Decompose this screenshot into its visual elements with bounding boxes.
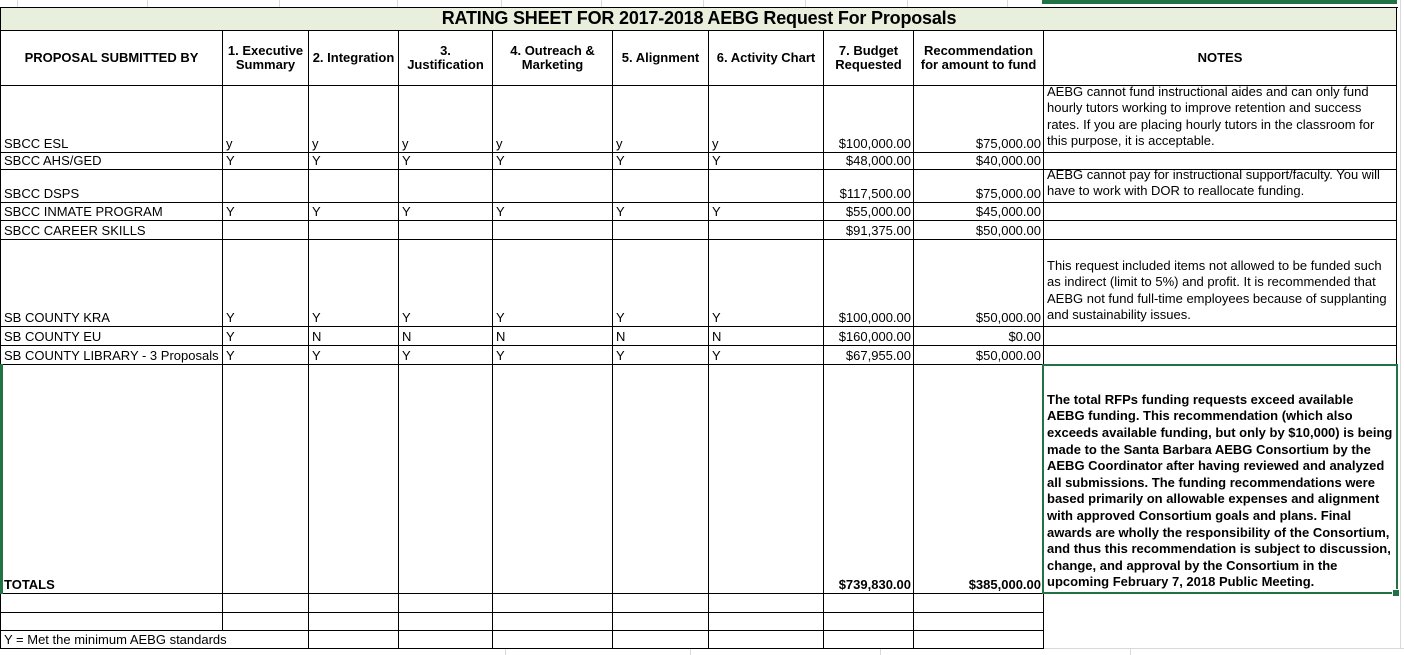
cell[interactable]	[709, 613, 824, 631]
cell-recommendation[interactable]: $50,000.00	[914, 240, 1044, 327]
cell-rating[interactable]	[709, 365, 824, 594]
cell-rating[interactable]	[493, 170, 613, 203]
cell[interactable]	[914, 613, 1044, 631]
cell-proposal-name[interactable]: SBCC CAREER SKILLS	[1, 221, 223, 240]
cell-rating[interactable]: Y	[709, 346, 824, 365]
table-row-sb-county-kra	[1, 240, 1398, 327]
cell[interactable]	[1, 613, 223, 631]
cell-rating[interactable]	[709, 170, 824, 203]
header-justification[interactable]: 3. Justification	[399, 31, 493, 86]
cell[interactable]	[613, 631, 709, 649]
cell[interactable]	[613, 613, 709, 631]
gridline	[505, 648, 506, 655]
gridline	[17, 0, 18, 7]
cell-budget[interactable]: $91,375.00	[824, 221, 914, 240]
cell[interactable]	[914, 631, 1044, 649]
cell-proposal-name[interactable]: SB COUNTY KRA	[1, 240, 223, 327]
cell-rating[interactable]	[709, 221, 824, 240]
cell[interactable]	[824, 613, 914, 631]
cell[interactable]	[309, 613, 399, 631]
selection-fill-handle[interactable]	[1392, 589, 1400, 597]
cell-note[interactable]: This request included items not allowed to be funded such as indirect (limit to 5%) and profit. It is recommended that AEBG not fund full-time employees because of supplanting and sustainability issues.	[1044, 240, 1397, 327]
cell[interactable]	[399, 631, 493, 649]
cell-note[interactable]	[1044, 327, 1397, 346]
cell-rating[interactable]	[309, 365, 399, 594]
gridline	[147, 0, 148, 7]
cell-rating[interactable]: Y	[613, 153, 709, 170]
cell-recommendation[interactable]: $45,000.00	[914, 203, 1044, 221]
legend-row	[1, 631, 1398, 649]
cell-rating[interactable]: Y	[493, 346, 613, 365]
empty-row	[1, 613, 1398, 631]
cell-rating[interactable]	[223, 365, 309, 594]
gridline	[397, 0, 398, 7]
cell-rating[interactable]: y	[493, 86, 613, 153]
cell-rating[interactable]: Y	[613, 240, 709, 327]
header-budget-requested[interactable]: 7. Budget Requested	[824, 31, 914, 86]
cell-rating[interactable]: y	[399, 86, 493, 153]
cell[interactable]	[309, 594, 399, 613]
cell-rating[interactable]: Y	[309, 153, 399, 170]
gridline	[880, 648, 881, 655]
cell[interactable]	[493, 613, 613, 631]
totals-recommendation-cell[interactable]: $385,000.00	[914, 365, 1044, 594]
cell-note[interactable]	[1044, 346, 1397, 365]
gridline	[805, 0, 806, 7]
cell-rating[interactable]: Y	[493, 153, 613, 170]
title-row	[1, 8, 1398, 31]
table-row-sb-county-eu	[1, 327, 1398, 346]
cell-rating[interactable]: Y	[223, 240, 309, 327]
cell-rating[interactable]: y	[613, 86, 709, 153]
table-row-sbcc-ahs-ged	[1, 153, 1398, 170]
totals-budget-cell[interactable]: $739,830.00	[824, 365, 914, 594]
table-row-sbcc-career-skills	[1, 221, 1398, 240]
header-executive-summary[interactable]: 1. Executive Summary	[223, 31, 309, 86]
cell-recommendation[interactable]: $75,000.00	[914, 86, 1044, 153]
cell-rating[interactable]: N	[493, 327, 613, 346]
cell[interactable]	[493, 631, 613, 649]
gridline	[690, 648, 691, 655]
cell-proposal-name[interactable]: SBCC ESL	[1, 86, 223, 153]
cell[interactable]	[613, 594, 709, 613]
cell[interactable]	[223, 594, 309, 613]
cell[interactable]	[493, 594, 613, 613]
cell-rating[interactable]	[399, 170, 493, 203]
cell-rating[interactable]	[223, 221, 309, 240]
cell-rating[interactable]: Y	[223, 346, 309, 365]
gridline	[703, 0, 704, 7]
selection-box	[1042, 364, 1398, 594]
cell-rating[interactable]: Y	[309, 203, 399, 221]
header-outreach-marketing[interactable]: 4. Outreach & Marketing	[493, 31, 613, 86]
cell-rating[interactable]: N	[309, 327, 399, 346]
header-integration[interactable]: 2. Integration	[309, 31, 399, 86]
cell-rating[interactable]: N	[399, 327, 493, 346]
gridline	[1130, 648, 1131, 655]
cell-rating[interactable]	[399, 221, 493, 240]
sheet-title-cell[interactable]: RATING SHEET FOR 2017-2018 AEBG Request For Proposals	[1, 8, 1397, 31]
cell-rating[interactable]	[309, 170, 399, 203]
cell-rating[interactable]	[309, 221, 399, 240]
cell-rating[interactable]: y	[309, 86, 399, 153]
cell-rating[interactable]: Y	[399, 153, 493, 170]
cell-rating[interactable]: Y	[613, 203, 709, 221]
table-row-sbcc-inmate	[1, 203, 1398, 221]
cell-rating[interactable]: Y	[399, 240, 493, 327]
cell[interactable]	[309, 631, 399, 649]
gridline	[1007, 0, 1008, 7]
cell-proposal-name[interactable]: SB COUNTY LIBRARY - 3 Proposals	[1, 346, 223, 365]
cell-recommendation[interactable]: $50,000.00	[914, 221, 1044, 240]
empty-row	[1, 594, 1398, 613]
header-proposal[interactable]: PROPOSAL SUBMITTED BY	[1, 31, 223, 86]
cell[interactable]	[709, 631, 824, 649]
legend-cell[interactable]: Y = Met the minimum AEBG standards	[1, 631, 309, 649]
cell-recommendation[interactable]: $40,000.00	[914, 153, 1044, 170]
cell-rating[interactable]	[493, 365, 613, 594]
cell-recommendation[interactable]: $75,000.00	[914, 170, 1044, 203]
cell-rating[interactable]	[399, 365, 493, 594]
gridline	[601, 0, 602, 7]
cell-rating[interactable]: Y	[493, 203, 613, 221]
cell-rating[interactable]: Y	[709, 203, 824, 221]
cell-budget[interactable]: $117,500.00	[824, 170, 914, 203]
cell-rating[interactable]: Y	[309, 240, 399, 327]
totals-note-cell[interactable]: The total RFPs funding requests exceed available AEBG funding. This recommendation (which also exceeds available funding, but only by $10,000) is being made to the Santa Barbara AEBG Consortium by the AEBG Coordinator after having reviewed and analyzed all submissions. The funding recommendations were based primarily on allowable expenses and alignment with approved Consortium goals and plans. Final awards are wholly the responsibility of the Consortium, and thus this recommendation is subject to discussion, change, and approval by the Consortium in the upcoming February 7, 2018 Public Meeting.	[1044, 365, 1397, 594]
cell-budget[interactable]: $160,000.00	[824, 327, 914, 346]
cell-budget[interactable]: $67,955.00	[824, 346, 914, 365]
cell[interactable]	[1044, 594, 1397, 613]
cell-proposal-name[interactable]: SBCC AHS/GED	[1, 153, 223, 170]
cell[interactable]	[709, 594, 824, 613]
cell-rating[interactable]: Y	[709, 153, 824, 170]
cell-rating[interactable]: N	[613, 327, 709, 346]
selection-top-border	[1042, 0, 1397, 4]
cell[interactable]	[1044, 631, 1397, 649]
cell-budget[interactable]: $100,000.00	[824, 240, 914, 327]
header-alignment[interactable]: 5. Alignment	[613, 31, 709, 86]
cell-rating[interactable]	[493, 221, 613, 240]
cell-proposal-name[interactable]: SBCC INMATE PROGRAM	[1, 203, 223, 221]
cell-rating[interactable]: Y	[709, 240, 824, 327]
cell-rating[interactable]: N	[709, 327, 824, 346]
table-row-sbcc-esl	[1, 86, 1398, 153]
cell-proposal-name[interactable]: SB COUNTY EU	[1, 327, 223, 346]
cell-rating[interactable]	[223, 170, 309, 203]
cell-rating[interactable]: Y	[493, 240, 613, 327]
cell[interactable]	[914, 594, 1044, 613]
cell[interactable]	[399, 594, 493, 613]
header-recommendation[interactable]: Recommendation for amount to fund	[914, 31, 1044, 86]
cell-rating[interactable]: Y	[399, 346, 493, 365]
gridline	[907, 0, 908, 7]
cell-rating[interactable]: y	[709, 86, 824, 153]
cell-rating[interactable]: Y	[613, 346, 709, 365]
gridline	[501, 0, 502, 7]
cell-note[interactable]: AEBG cannot pay for instructional support/faculty. You will have to work with DOR to reallocate funding.	[1044, 170, 1397, 203]
cell[interactable]	[223, 613, 309, 631]
selection-left-border	[0, 364, 3, 594]
cell-rating[interactable]: Y	[309, 346, 399, 365]
cell-rating[interactable]: Y	[223, 203, 309, 221]
gridline	[279, 0, 280, 7]
cell-budget[interactable]: $48,000.00	[824, 153, 914, 170]
cell-rating[interactable]	[613, 221, 709, 240]
cell-rating[interactable]: y	[223, 86, 309, 153]
cell[interactable]	[1044, 613, 1397, 631]
cell-recommendation[interactable]: $50,000.00	[914, 346, 1044, 365]
cell-budget[interactable]: $55,000.00	[824, 203, 914, 221]
cell-note[interactable]	[1044, 153, 1397, 170]
table-row-sbcc-dsps	[1, 170, 1398, 203]
cell[interactable]	[1, 594, 223, 613]
cell-rating[interactable]	[613, 365, 709, 594]
gridline	[1400, 0, 1401, 648]
cell-note[interactable]	[1044, 221, 1397, 240]
cell-recommendation[interactable]: $0.00	[914, 327, 1044, 346]
cell-rating[interactable]	[613, 170, 709, 203]
header-row	[1, 31, 1398, 86]
cell-budget[interactable]: $100,000.00	[824, 86, 914, 153]
header-activity-chart[interactable]: 6. Activity Chart	[709, 31, 824, 86]
table-row-sb-county-library	[1, 346, 1398, 365]
cell[interactable]	[824, 631, 914, 649]
cell-rating[interactable]: Y	[223, 327, 309, 346]
header-notes[interactable]: NOTES	[1044, 31, 1397, 86]
cell-rating[interactable]: Y	[399, 203, 493, 221]
cell[interactable]	[399, 613, 493, 631]
cell-note[interactable]	[1044, 203, 1397, 221]
totals-label-cell[interactable]: TOTALS	[1, 365, 223, 594]
cell[interactable]	[824, 594, 914, 613]
cell-proposal-name[interactable]: SBCC DSPS	[1, 170, 223, 203]
cell-rating[interactable]: Y	[223, 153, 309, 170]
cell-note[interactable]: AEBG cannot fund instructional aides and can only fund hourly tutors working to improve retention and success rates. If you are placing hourly tutors in the classroom for this purpose, it is acceptable.	[1044, 86, 1397, 153]
